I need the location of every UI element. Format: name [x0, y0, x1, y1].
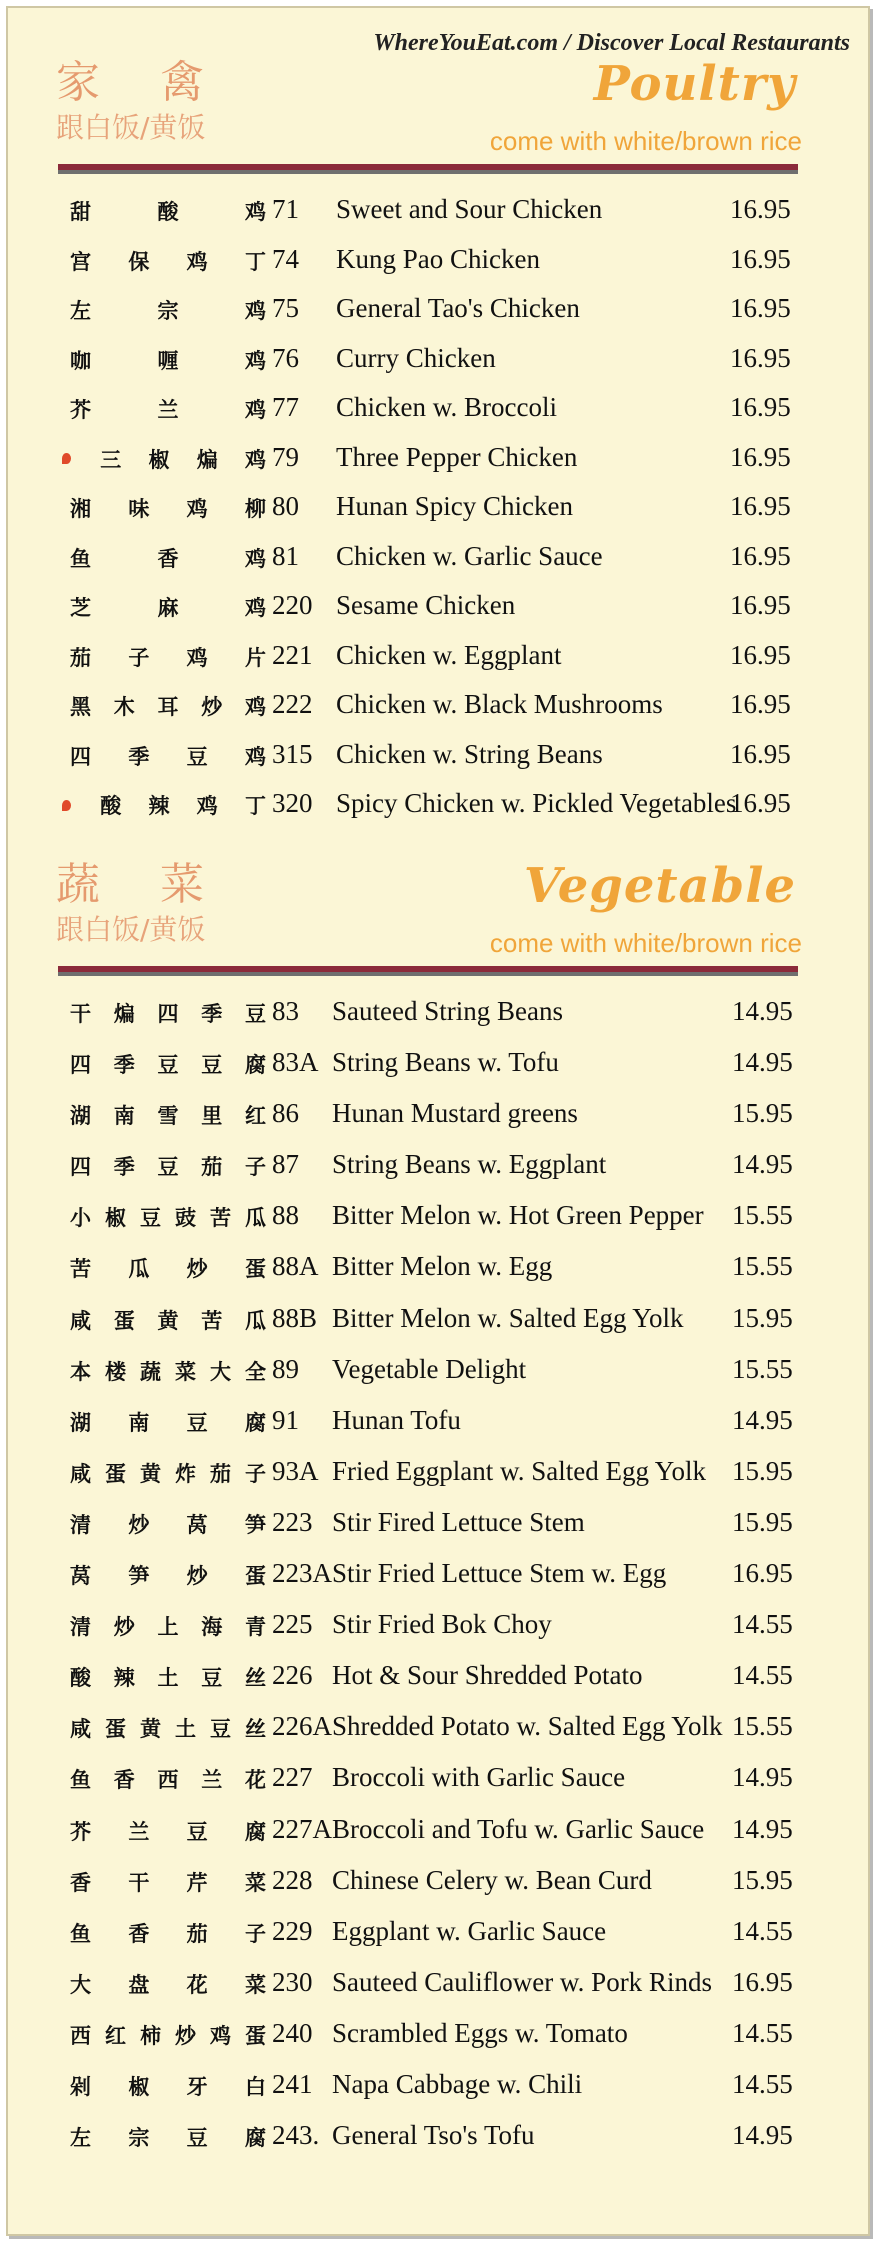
menu-item-cn-name: 咸 蛋 黄 苦 瓜 [70, 1308, 266, 1333]
menu-item-name: Hunan Mustard greens [332, 1098, 578, 1129]
menu-item-name: Stir Fried Bok Choy [332, 1609, 552, 1640]
menu-item-cn-name: 芥 兰 鸡 [70, 398, 266, 422]
menu-item-cn-name: 茄 子 鸡 片 [70, 645, 266, 670]
menu-item-number: 83 [272, 996, 299, 1026]
menu-item-row [8, 186, 868, 236]
menu-item-number: 241 [272, 2068, 313, 2099]
menu-item-cn-name: 湘 味 鸡 柳 [70, 497, 266, 521]
menu-item-number: 228 [272, 1864, 313, 1895]
menu-item-price: 15.55 [732, 1353, 793, 1384]
menu-item-row [8, 1346, 868, 1397]
menu-item-price: 14.95 [732, 996, 793, 1026]
menu-item-name: Chicken w. String Beans [336, 738, 603, 769]
menu-item-price: 16.95 [730, 491, 791, 521]
watermark: WhereYouEat.com / Discover Local Restaurants [373, 30, 850, 56]
menu-item-name: Bitter Melon w. Egg [332, 1251, 553, 1282]
menu-item-name: Sesame Chicken [336, 590, 516, 620]
menu-item-price: 16.95 [730, 194, 791, 224]
menu-item-row [8, 731, 868, 781]
menu-item-row [8, 1550, 868, 1601]
menu-item-name: Kung Pao Chicken [336, 243, 540, 274]
menu-item-number: 88 [272, 1200, 299, 1231]
menu-item-number: 80 [272, 491, 299, 521]
menu-item-number: 230 [272, 1966, 313, 1997]
menu-item-row [8, 285, 868, 335]
menu-item-row [8, 335, 868, 385]
menu-item-price: 16.95 [730, 540, 791, 571]
menu-item-name: Sweet and Sour Chicken [336, 194, 603, 224]
menu-item-cn-name: 香 干 芹 菜 [70, 1870, 266, 1895]
menu-item-row [8, 582, 868, 632]
menu-item-price: 16.95 [730, 243, 791, 274]
menu-item-cn-name: 芥 兰 豆 腐 [70, 1819, 266, 1844]
menu-item-price: 14.95 [732, 1404, 793, 1435]
menu-item-cn-name: 鱼 香 鸡 [70, 546, 266, 571]
menu-item-price: 16.95 [730, 590, 791, 620]
menu-item-row [8, 533, 868, 583]
menu-item-name: Sauteed Cauliflower w. Pork Rinds [332, 1966, 712, 1997]
menu-item-number: 88B [272, 1302, 318, 1333]
menu-item-row [8, 483, 868, 533]
menu-item-price: 16.95 [732, 1558, 793, 1589]
menu-item-price: 14.95 [732, 1813, 793, 1844]
menu-item-row [8, 1448, 868, 1499]
menu-item-cn-name: 剁 椒 牙 白 [70, 2074, 266, 2099]
menu-item-number: 79 [272, 441, 299, 472]
menu-item-price: 15.55 [732, 1711, 793, 1742]
menu-item-cn-name: 湖 南 豆 腐 [70, 1410, 266, 1435]
menu-item-name: Bitter Melon w. Hot Green Pepper [332, 1200, 704, 1231]
menu-item-price: 14.55 [732, 1915, 793, 1946]
menu-item-name: Chinese Celery w. Bean Curd [332, 1864, 652, 1895]
menu-item-name: Sauteed String Beans [332, 996, 563, 1026]
menu-item-cn-name: 芝 麻 鸡 [70, 596, 266, 620]
menu-item-number: 71 [272, 194, 299, 224]
vegetable-en-title: Vegetable [523, 858, 796, 914]
menu-item-price: 16.95 [730, 342, 791, 373]
menu-item-price: 16.95 [730, 689, 791, 719]
menu-item-name: Napa Cabbage w. Chili [332, 2068, 583, 2099]
poultry-en-title: Poultry [593, 56, 796, 112]
menu-item-price: 15.55 [732, 1200, 793, 1231]
menu-item-number: 240 [272, 2017, 313, 2048]
menu-item-row [8, 1192, 868, 1243]
menu-item-name: Broccoli with Garlic Sauce [332, 1762, 626, 1793]
menu-item-row [8, 1703, 868, 1754]
menu-item-cn-name: 宫 保 鸡 丁 [70, 249, 266, 274]
menu-item-cn-name: 西 红 柿 炒 鸡 蛋 [70, 2023, 266, 2048]
menu-item-name: String Beans w. Eggplant [332, 1149, 607, 1180]
menu-item-row [8, 1295, 868, 1346]
menu-item-name: Curry Chicken [336, 342, 496, 373]
menu-item-cn-name: 四 季 豆 鸡 [70, 744, 266, 769]
menu-item-price: 15.95 [732, 1506, 793, 1537]
menu-item-cn-name: 本 楼 蔬 菜 大 全 [70, 1359, 266, 1384]
section-divider [58, 164, 798, 174]
menu-item-price: 15.95 [732, 1864, 793, 1895]
menu-item-row [8, 988, 868, 1039]
menu-item-row [8, 1754, 868, 1805]
menu-item-cn-name: 四 季 豆 豆 腐 [70, 1053, 266, 1078]
menu-item-number: 229 [272, 1915, 313, 1946]
menu-item-price: 16.95 [730, 293, 791, 323]
menu-item-number: 89 [272, 1353, 299, 1384]
menu-item-number: 81 [272, 540, 299, 571]
menu-item-number: 76 [272, 342, 299, 373]
menu-item-row [8, 2061, 868, 2112]
menu-item-price: 16.95 [730, 788, 791, 818]
menu-item-price: 14.95 [732, 2120, 793, 2151]
menu-item-number: 227A [272, 1813, 332, 1844]
menu-item-price: 16.95 [730, 392, 791, 422]
menu-item-name: Eggplant w. Garlic Sauce [332, 1915, 607, 1946]
menu-item-number: 225 [272, 1609, 313, 1640]
menu-item-number: 226 [272, 1660, 313, 1691]
menu-item-number: 75 [272, 293, 299, 323]
menu-item-row [8, 1397, 868, 1448]
menu-item-row [8, 1141, 868, 1192]
menu-item-cn-name: 清 炒 上 海 青 [70, 1615, 266, 1640]
menu-item-name: Hunan Spicy Chicken [336, 491, 573, 521]
menu-item-row [8, 632, 868, 682]
menu-item-row [8, 384, 868, 434]
menu-item-number: 221 [272, 639, 313, 670]
menu-item-number: 87 [272, 1149, 299, 1180]
menu-item-name: Scrambled Eggs w. Tomato [332, 2017, 628, 2048]
menu-item-number: 86 [272, 1098, 299, 1129]
menu-item-row [8, 1090, 868, 1141]
menu-item-row [8, 1652, 868, 1703]
menu-item-row [8, 1806, 868, 1857]
menu-item-price: 16.95 [732, 1966, 793, 1997]
menu-item-row [8, 1908, 868, 1959]
menu-item-row [8, 1243, 868, 1294]
menu-item-cn-name: 酸 辣 土 豆 丝 [70, 1666, 266, 1691]
menu-item-row [8, 236, 868, 286]
menu-item-price: 14.55 [732, 2068, 793, 2099]
menu-item-name: Hot & Sour Shredded Potato [332, 1660, 643, 1691]
menu-item-name: Spicy Chicken w. Pickled Vegetables [336, 788, 737, 818]
menu-item-row [8, 1857, 868, 1908]
menu-item-number: 226A [272, 1711, 332, 1742]
menu-item-name: Stir Fried Lettuce Stem w. Egg [332, 1558, 667, 1589]
menu-item-price: 14.55 [732, 2017, 793, 2048]
menu-item-name: Fried Eggplant w. Salted Egg Yolk [332, 1455, 706, 1486]
menu-item-cn-name: 湖 南 雪 里 红 [70, 1104, 266, 1129]
menu-item-price: 15.95 [732, 1455, 793, 1486]
menu-item-price: 14.95 [732, 1047, 793, 1078]
menu-item-number: 91 [272, 1404, 299, 1435]
menu-item-row [8, 434, 868, 484]
menu-item-price: 15.95 [732, 1098, 793, 1129]
menu-item-name: Broccoli and Tofu w. Garlic Sauce [332, 1813, 705, 1844]
section-divider [58, 966, 798, 976]
menu-item-number: 227 [272, 1762, 313, 1793]
poultry-en-subtitle: come with white/brown rice [489, 126, 802, 156]
poultry-list [8, 186, 868, 830]
menu-item-cn-name: 小 椒 豆 豉 苦 瓜 [70, 1206, 266, 1231]
menu-item-name: General Tso's Tofu [332, 2120, 535, 2151]
menu-item-price: 16.95 [730, 639, 791, 670]
menu-item-number: 223A [272, 1558, 332, 1589]
menu-item-cn-name: 莴 笋 炒 蛋 [70, 1564, 266, 1589]
menu-item-price: 15.95 [732, 1302, 793, 1333]
menu-item-price: 16.95 [730, 738, 791, 769]
menu-item-cn-name: 咸 蛋 黄 土 豆 丝 [70, 1717, 266, 1742]
menu-item-number: 315 [272, 738, 313, 769]
menu-item-cn-name: 左 宗 鸡 [70, 299, 266, 323]
menu-item-cn-name: 大 盘 花 菜 [70, 1972, 266, 1997]
menu-item-name: General Tao's Chicken [336, 293, 580, 323]
menu-item-row [8, 2112, 868, 2163]
menu-item-cn-name: 三 椒 煸 鸡 [70, 444, 266, 474]
menu-item-price: 14.55 [732, 1660, 793, 1691]
menu-item-cn-name: 苦 瓜 炒 蛋 [70, 1257, 266, 1282]
menu-item-name: Stir Fired Lettuce Stem [332, 1506, 585, 1537]
menu-item-number: 77 [272, 392, 299, 422]
poultry-cn-title: 家禽 [56, 57, 264, 108]
menu-item-number: 93A [272, 1455, 319, 1486]
vegetable-en-subtitle: come with white/brown rice [489, 928, 802, 958]
vegetable-cn-title: 蔬菜 [56, 859, 264, 910]
vegetable-cn-subtitle: 跟白饭/黄饭 [56, 913, 206, 946]
menu-item-cn-name: 鱼 香 西 兰 花 [70, 1768, 266, 1793]
menu-item-price: 14.55 [732, 1609, 793, 1640]
menu-item-cn-name: 咸 蛋 黄 炸 茄 子 [70, 1461, 266, 1486]
menu-item-name: Chicken w. Garlic Sauce [336, 540, 603, 571]
menu-item-cn-name: 酸 辣 鸡 丁 [70, 790, 266, 820]
menu-item-price: 15.55 [732, 1251, 793, 1282]
menu-item-row [8, 681, 868, 731]
menu-item-cn-name: 四 季 豆 茄 子 [70, 1155, 266, 1180]
vegetable-list [8, 988, 868, 2163]
menu-item-price: 14.95 [732, 1762, 793, 1793]
menu-item-cn-name: 甜 酸 鸡 [70, 200, 266, 224]
menu-item-number: 223 [272, 1506, 313, 1537]
menu-item-number: 222 [272, 689, 313, 719]
menu-item-row [8, 2010, 868, 2061]
menu-item-name: Vegetable Delight [332, 1353, 527, 1384]
poultry-cn-subtitle: 跟白饭/黄饭 [56, 111, 206, 144]
menu-item-number: 220 [272, 590, 313, 620]
menu-item-row [8, 1601, 868, 1652]
menu-item-cn-name: 咖 喱 鸡 [70, 348, 266, 373]
menu-item-row [8, 1959, 868, 2010]
menu-item-name: Shredded Potato w. Salted Egg Yolk [332, 1711, 723, 1742]
menu-item-row [8, 1499, 868, 1550]
menu-item-row [8, 1039, 868, 1090]
menu-item-number: 83A [272, 1047, 319, 1078]
menu-item-name: Chicken w. Black Mushrooms [336, 689, 663, 719]
menu-page [6, 6, 870, 2236]
menu-item-cn-name: 鱼 香 茄 子 [70, 1921, 266, 1946]
menu-item-number: 88A [272, 1251, 319, 1282]
menu-item-name: String Beans w. Tofu [332, 1047, 559, 1078]
menu-item-name: Hunan Tofu [332, 1404, 461, 1435]
menu-item-name: Chicken w. Eggplant [336, 639, 562, 670]
menu-item-number: 74 [272, 243, 299, 274]
menu-item-cn-name: 清 炒 莴 笋 [70, 1512, 266, 1537]
menu-item-cn-name: 干 煸 四 季 豆 [70, 1002, 266, 1026]
menu-item-number: 243. [272, 2120, 320, 2151]
menu-item-name: Three Pepper Chicken [336, 441, 578, 472]
menu-item-name: Bitter Melon w. Salted Egg Yolk [332, 1302, 684, 1333]
menu-item-number: 320 [272, 788, 313, 818]
menu-item-cn-name: 左 宗 豆 腐 [70, 2126, 266, 2151]
menu-item-cn-name: 黑 木 耳 炒 鸡 [70, 695, 266, 719]
menu-item-row [8, 780, 868, 830]
menu-item-price: 14.95 [732, 1149, 793, 1180]
menu-item-name: Chicken w. Broccoli [336, 392, 557, 422]
menu-item-price: 16.95 [730, 441, 791, 472]
